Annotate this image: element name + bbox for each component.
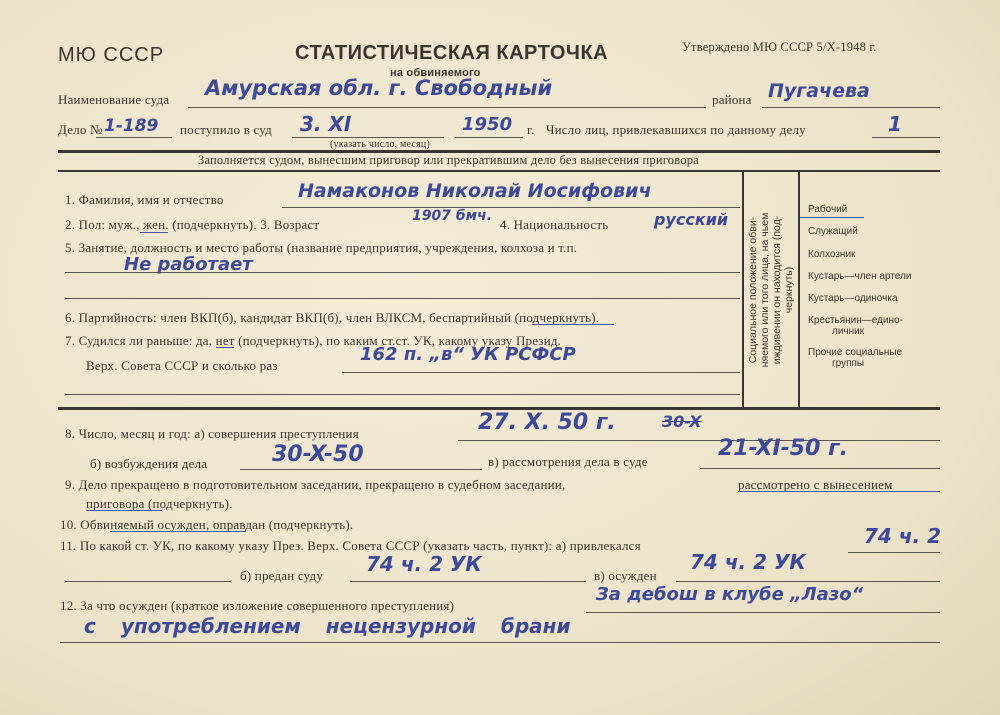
received-date-value: 3. XI	[300, 112, 352, 136]
district-value: Пугачева	[768, 80, 870, 102]
field-7-label-a: 7. Судился ли раньше: да, нет (подчеркнуть), по каким ст.ст. УК, какому указу Презид.	[65, 333, 562, 348]
field-7-label-b: Верх. Совета СССР и сколько раз	[86, 358, 278, 373]
field-12-label: 12. За что осужден (краткое изложение совершенного преступления)	[60, 598, 455, 613]
district-label: района	[712, 92, 752, 107]
field-1-label: 1. Фамилия, имя и отчество	[65, 192, 224, 207]
court-label: Наименование суда	[58, 92, 170, 107]
field-5-line-2	[65, 298, 740, 299]
case-no-line	[96, 137, 172, 138]
side-line-2: няемого или того лица, на чьем	[759, 212, 771, 368]
field-8a-line	[458, 440, 940, 441]
group-other: Прочие социальные	[808, 347, 903, 358]
field-4-value: русский	[654, 210, 729, 229]
side-line-3: иждивении он находится (под-	[771, 215, 783, 365]
persons-label: Число лиц, привлекавшихся по данному делу	[546, 122, 806, 137]
filled-by-note: Заполняется судом, вынесшим приговор или прекратившим дело без вынесения приговора	[198, 153, 699, 167]
group-other-2: группы	[832, 358, 865, 369]
field-8c-label: в) рассмотрения дела в суде	[488, 454, 648, 469]
field-7-line-2	[65, 394, 740, 395]
group-employee: Служащий	[808, 226, 858, 237]
field-8a-struck: 30-X	[662, 412, 702, 431]
group-peasant: Крестьянин—едино-	[808, 315, 903, 326]
side-line-1: Социальное положение обви-	[747, 216, 759, 364]
field-7-value: 162 п. „в“ УК РСФСР	[360, 344, 576, 365]
worker-underline	[800, 217, 864, 218]
field-8b-line	[240, 469, 482, 470]
field-1-line	[282, 207, 740, 208]
field-11c-value: 74 ч. 2 УК	[690, 550, 806, 574]
card-subtitle: на обвиняемого	[390, 67, 481, 79]
field-8c-value: 21-XI-50 г.	[718, 436, 848, 461]
convicted-underline	[110, 531, 246, 532]
field-12-line-1	[586, 612, 940, 613]
field-11-prefix-line	[65, 581, 231, 582]
court-line	[188, 107, 706, 108]
field-8c-line	[700, 468, 940, 469]
field-11a-line	[848, 552, 940, 553]
year-line	[455, 137, 523, 138]
field-12-value-a: За дебош в клубе „Лазо“	[596, 584, 864, 605]
field-12-value-b: с употреблением нецензурной брани	[84, 614, 571, 638]
field-4-label: 4. Национальность	[500, 217, 609, 232]
persons-line	[872, 137, 940, 138]
case-no-value: 1-189	[104, 116, 159, 136]
field-3-value: 1907 бмч.	[412, 208, 492, 224]
side-vertical-text	[744, 172, 798, 408]
field-11a-value: 74 ч. 2	[864, 524, 942, 548]
field-11b-line	[350, 581, 586, 582]
approval-note: Утверждено МЮ СССР 5/Х-1948 г.	[682, 40, 877, 54]
field-9-label-a: 9. Дело прекращено в подготовительном заседании, прекращено в судебном заседании,	[65, 477, 566, 492]
field-7-line	[342, 372, 740, 373]
field-2-label: 2. Пол: муж., жен. (подчеркнуть). 3. Возраст	[65, 217, 320, 232]
male-underline	[140, 232, 168, 233]
year-suffix: г.	[527, 122, 535, 137]
case-no-label: Дело №	[58, 122, 103, 137]
section-rule	[58, 170, 940, 172]
ministry-label: МЮ СССР	[58, 44, 165, 66]
yes-underline	[216, 347, 234, 348]
received-label: поступило в суд	[180, 122, 272, 137]
side-line-4: черкнуть)	[783, 266, 795, 314]
group-collective-farmer: Колхозник	[808, 249, 856, 260]
field-11c-label: в) осужден	[594, 568, 657, 583]
group-worker: Рабочий	[808, 204, 848, 215]
group-peasant-2: личник	[832, 326, 865, 337]
date-hint: (указать число, месяц)	[330, 139, 430, 150]
field-10-label: 10. Обвиняемый осужден, оправдан (подчеркнуть).	[60, 517, 354, 532]
persons-value: 1	[888, 112, 902, 136]
field-5-label: 5. Занятие, должность и место работы (название предприятия, учреждения, колхоза и т.п.	[65, 240, 578, 255]
field-9-label-b: приговора (подчеркнуть).	[86, 496, 233, 511]
nonparty-underline	[532, 324, 614, 325]
field-1-value: Намаконов Николай Иосифович	[298, 180, 652, 202]
field-8b-value: 30-X-50	[272, 442, 364, 467]
field-11b-value: 74 ч. 2 УК	[366, 552, 482, 576]
year-value: 1950	[462, 114, 513, 135]
date-line	[292, 137, 444, 138]
field-11b-label: б) предан суду	[240, 568, 324, 583]
field-12-line-2	[60, 642, 940, 643]
field-9-label-a2: рассмотрено с вынесением	[738, 477, 893, 492]
side-divider-right	[798, 172, 800, 408]
field-8b-label: б) возбуждения дела	[90, 456, 208, 471]
field-11c-line	[676, 581, 940, 582]
sentence-underline	[86, 510, 162, 511]
field-11-label: 11. По какой ст. УК, по какому указу През. Верх. Совета СССР (указать часть, пункт): а) привлекался	[60, 538, 641, 553]
card-title: СТАТИСТИЧЕСКАЯ КАРТОЧКА	[295, 42, 609, 64]
group-artisan-artel: Кустарь—член артели	[808, 271, 912, 282]
group-artisan-single: Кустарь—одиночка	[808, 293, 898, 304]
field-6-label: 6. Партийность: член ВКП(б), кандидат ВКП(б), член ВЛКСМ, беспартийный (подчеркнуть).	[65, 310, 600, 325]
field-8a-value: 27. X. 50 г.	[478, 410, 616, 435]
field-8-label: 8. Число, месяц и год: а) совершения преступления	[65, 426, 359, 441]
court-value: Амурская обл. г. Свободный	[205, 76, 553, 100]
field-5-value: Не работает	[124, 254, 253, 275]
district-line	[762, 107, 940, 108]
considered-underline	[738, 491, 940, 492]
